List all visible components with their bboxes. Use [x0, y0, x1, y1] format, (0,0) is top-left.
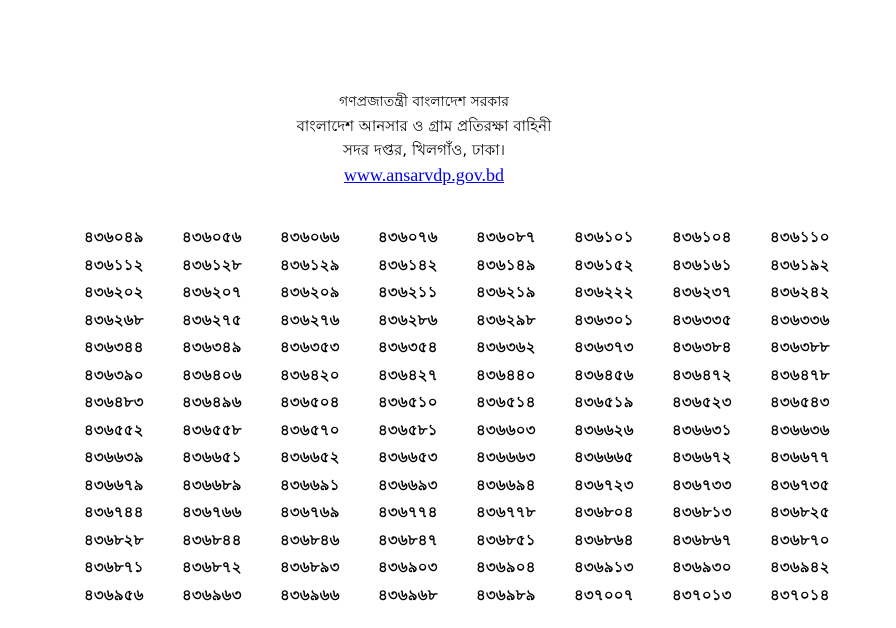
roll-number-cell: ৪৩৬৮৭০ [770, 530, 830, 549]
roll-number-cell: ৪৩৬৬৭৯ [84, 475, 144, 494]
roll-number-cell: ৪৩৬৮৬৭ [672, 530, 732, 549]
roll-number-cell: ৪৩৬৫৫২ [84, 420, 144, 439]
roll-number-cell: ৪৩৬৮১৩ [672, 503, 732, 521]
roll-number-cell: ৪৩৬২০২ [84, 283, 144, 301]
roll-number-cell: ৪৩৬৪৪০ [476, 365, 536, 384]
roll-number-cell: ৪৩৬৭৭৪ [378, 503, 438, 521]
roll-number-cell: ৪৩৬৭৩৩ [672, 475, 732, 494]
roll-number-cell: ৪৩৬৩৪৪ [84, 338, 144, 356]
roll-number-cell: ৪৩৬৩৩৫ [672, 310, 732, 329]
roll-number-cell: ৪৩৬০৭৬ [378, 228, 438, 246]
roll-number-cell: ৪৩৬৭৭৮ [476, 503, 536, 521]
roll-number-cell: ৪৩৬২৭৫ [182, 310, 242, 329]
roll-number-cell: ৪৩৭০১৩ [672, 585, 732, 604]
roll-number-cell: ৪৩৬৬৫২ [280, 448, 340, 466]
roll-number-cell: ৪৩৬৯৩০ [672, 558, 732, 576]
roll-number-cell: ৪৩৬০৮৭ [476, 228, 536, 246]
roll-number-cell: ৪৩৬১২৯ [280, 255, 340, 274]
roll-number-cell: ৪৩৬৬৬৩ [476, 448, 536, 466]
roll-number-cell: ৪৩৬৯০৪ [476, 558, 536, 576]
roll-number-cell: ৪৩৬৫৭০ [280, 420, 340, 439]
roll-number-cell: ৪৩৬৯৬৮ [378, 585, 438, 604]
roll-number-cell: ৪৩৬২১১ [378, 283, 438, 301]
roll-number-grid [84, 224, 850, 609]
roll-number-cell: ৪৩৬২০৭ [182, 283, 242, 301]
roll-number-cell: ৪৩৬২৮৬ [378, 310, 438, 329]
roll-number-cell: ৪৩৬৯৪২ [770, 558, 830, 576]
roll-number-cell: ৪৩৬০৪৯ [84, 228, 144, 246]
roll-number-cell: ৪৩৬৩৮৪ [672, 338, 732, 356]
roll-number-cell: ৪৩৬২১৯ [476, 283, 536, 301]
roll-number-cell: ৪৩৬৯৬৩ [182, 585, 242, 604]
roll-number-cell: ৪৩৬৩৮৮ [770, 338, 830, 356]
roll-number-cell: ৪৩৬২৪২ [770, 283, 830, 301]
roll-number-cell: ৪৩৬৫২৩ [672, 393, 732, 411]
roll-number-cell: ৪৩৬৬৩১ [672, 420, 732, 439]
roll-number-cell: ৪৩৬৬৫১ [182, 448, 242, 466]
roll-number-cell: ৪৩৬৮৫১ [476, 530, 536, 549]
roll-number-cell: ৪৩৬৪৭২ [672, 365, 732, 384]
roll-number-cell: ৪৩৬১২৮ [182, 255, 242, 274]
roll-number-cell: ৪৩৬১৪৯ [476, 255, 536, 274]
roll-number-cell: ৪৩৬১৫২ [574, 255, 634, 274]
roll-number-cell: ৪৩৬২৩৭ [672, 283, 732, 301]
roll-number-cell: ৪৩৬৪২৭ [378, 365, 438, 384]
roll-number-cell: ৪৩৬৬৫৩ [378, 448, 438, 466]
roll-number-cell: ৪৩৬১০৪ [672, 228, 732, 246]
roll-number-cell: ৪৩৬৬৯১ [280, 475, 340, 494]
roll-number-cell: ৪৩৬৩৩৬ [770, 310, 830, 329]
website-link[interactable]: www.ansarvdp.gov.bd [343, 165, 505, 185]
roll-number-cell: ৪৩৬৩৬২ [476, 338, 536, 356]
roll-number-cell: ৪৩৬৪২০ [280, 365, 340, 384]
roll-number-cell: ৪৩৬৬৭২ [672, 448, 732, 466]
document-header [0, 90, 848, 188]
roll-number-cell: ৪৩৬৭৬৬ [182, 503, 242, 521]
roll-number-cell: ৪৩৬৪৯৬ [182, 393, 242, 411]
roll-number-cell: ৪৩৬৬২৬ [574, 420, 634, 439]
roll-number-cell: ৪৩৬৬৩৬ [770, 420, 830, 439]
roll-number-cell: ৪৩৬৯৫৬ [84, 585, 144, 604]
roll-number-cell: ৪৩৬৯১৩ [574, 558, 634, 576]
roll-number-cell: ৪৩৬৪৭৮ [770, 365, 830, 384]
roll-number-cell: ৪৩৬৮৪৬ [280, 530, 340, 549]
roll-number-cell: ৪৩৬৬৩৯ [84, 448, 144, 466]
roll-number-cell: ৪৩৬১৬১ [672, 255, 732, 274]
roll-number-cell: ৪৩৬৭৬৯ [280, 503, 340, 521]
roll-number-cell: ৪৩৬৯৬৬ [280, 585, 340, 604]
roll-number-cell: ৪৩৭০০৭ [574, 585, 634, 604]
roll-number-cell: ৪৩৬৯৮৯ [476, 585, 536, 604]
roll-number-cell: ৪৩৬৬৬৫ [574, 448, 634, 466]
roll-number-cell: ৪৩৬৮৬৪ [574, 530, 634, 549]
roll-number-cell: ৪৩৬৪৮৩ [84, 393, 144, 411]
roll-number-cell: ৪৩৬৪০৬ [182, 365, 242, 384]
roll-number-cell: ৪৩৬৭৩৫ [770, 475, 830, 494]
roll-number-cell: ৪৩৬৩৪৯ [182, 338, 242, 356]
roll-number-cell: ৪৩৬৫০৪ [280, 393, 340, 411]
roll-number-cell: ৪৩৬৬০৩ [476, 420, 536, 439]
headquarters-address: সদর দপ্তর, খিলগাঁও, ঢাকা। [343, 141, 505, 159]
roll-number-cell: ৪৩৬১১২ [84, 255, 144, 274]
roll-number-cell: ৪৩৭০১৪ [770, 585, 830, 604]
roll-number-cell: ৪৩৬২৯৮ [476, 310, 536, 329]
roll-number-cell: ৪৩৬৫৮১ [378, 420, 438, 439]
roll-number-cell: ৪৩৬৬৭৭ [770, 448, 830, 466]
roll-number-cell: ৪৩৬৩৫৪ [378, 338, 438, 356]
government-title: গণপ্রজাতন্ত্রী বাংলাদেশ সরকার [339, 94, 509, 110]
roll-number-cell: ৪৩৬৮৪৭ [378, 530, 438, 549]
roll-number-cell: ৪৩৬১৪২ [378, 255, 438, 274]
roll-number-cell: ৪৩৬৩৭৩ [574, 338, 634, 356]
roll-number-cell: ৪৩৬৪৫৬ [574, 365, 634, 384]
roll-number-cell: ৪৩৬৮৭১ [84, 558, 144, 576]
roll-number-cell: ৪৩৬৮২৫ [770, 503, 830, 521]
roll-number-cell: ৪৩৬৭২৩ [574, 475, 634, 494]
roll-number-cell: ৪৩৬৩৯০ [84, 365, 144, 384]
roll-number-cell: ৪৩৬৫৫৮ [182, 420, 242, 439]
roll-number-cell: ৪৩৬৮০৪ [574, 503, 634, 521]
roll-number-cell: ৪৩৬৬৯৩ [378, 475, 438, 494]
roll-number-cell: ৪৩৬২৬৮ [84, 310, 144, 329]
roll-number-cell: ৪৩৬০৬৬ [280, 228, 340, 246]
roll-number-cell: ৪৩৬১১০ [770, 228, 830, 246]
roll-number-cell: ৪৩৬৩৫৩ [280, 338, 340, 356]
roll-number-cell: ৪৩৬৬৮৯ [182, 475, 242, 494]
roll-number-cell: ৪৩৬১০১ [574, 228, 634, 246]
roll-number-cell: ৪৩৬৫৪৩ [770, 393, 830, 411]
roll-number-cell: ৪৩৬৬৯৪ [476, 475, 536, 494]
roll-number-cell: ৪৩৬২০৯ [280, 283, 340, 301]
roll-number-cell: ৪৩৬৫১৪ [476, 393, 536, 411]
roll-number-cell: ৪৩৬৩০১ [574, 310, 634, 329]
roll-number-cell: ৪৩৬৫১০ [378, 393, 438, 411]
roll-number-cell: ৪৩৬৮৯৩ [280, 558, 340, 576]
roll-number-cell: ৪৩৬২৭৬ [280, 310, 340, 329]
roll-number-cell: ৪৩৬৭৪৪ [84, 503, 144, 521]
roll-number-cell: ৪৩৬২২২ [574, 283, 634, 301]
roll-number-cell: ৪৩৬৯০৩ [378, 558, 438, 576]
roll-number-cell: ৪৩৬৫১৯ [574, 393, 634, 411]
roll-number-cell: ৪৩৬৮৪৪ [182, 530, 242, 549]
roll-number-cell: ৪৩৬৮২৮ [84, 530, 144, 549]
organization-name: বাংলাদেশ আনসার ও গ্রাম প্রতিরক্ষা বাহিনী [296, 117, 552, 135]
roll-number-cell: ৪৩৬১৯২ [770, 255, 830, 274]
roll-number-cell: ৪৩৬৮৭২ [182, 558, 242, 576]
roll-number-cell: ৪৩৬০৫৬ [182, 228, 242, 246]
